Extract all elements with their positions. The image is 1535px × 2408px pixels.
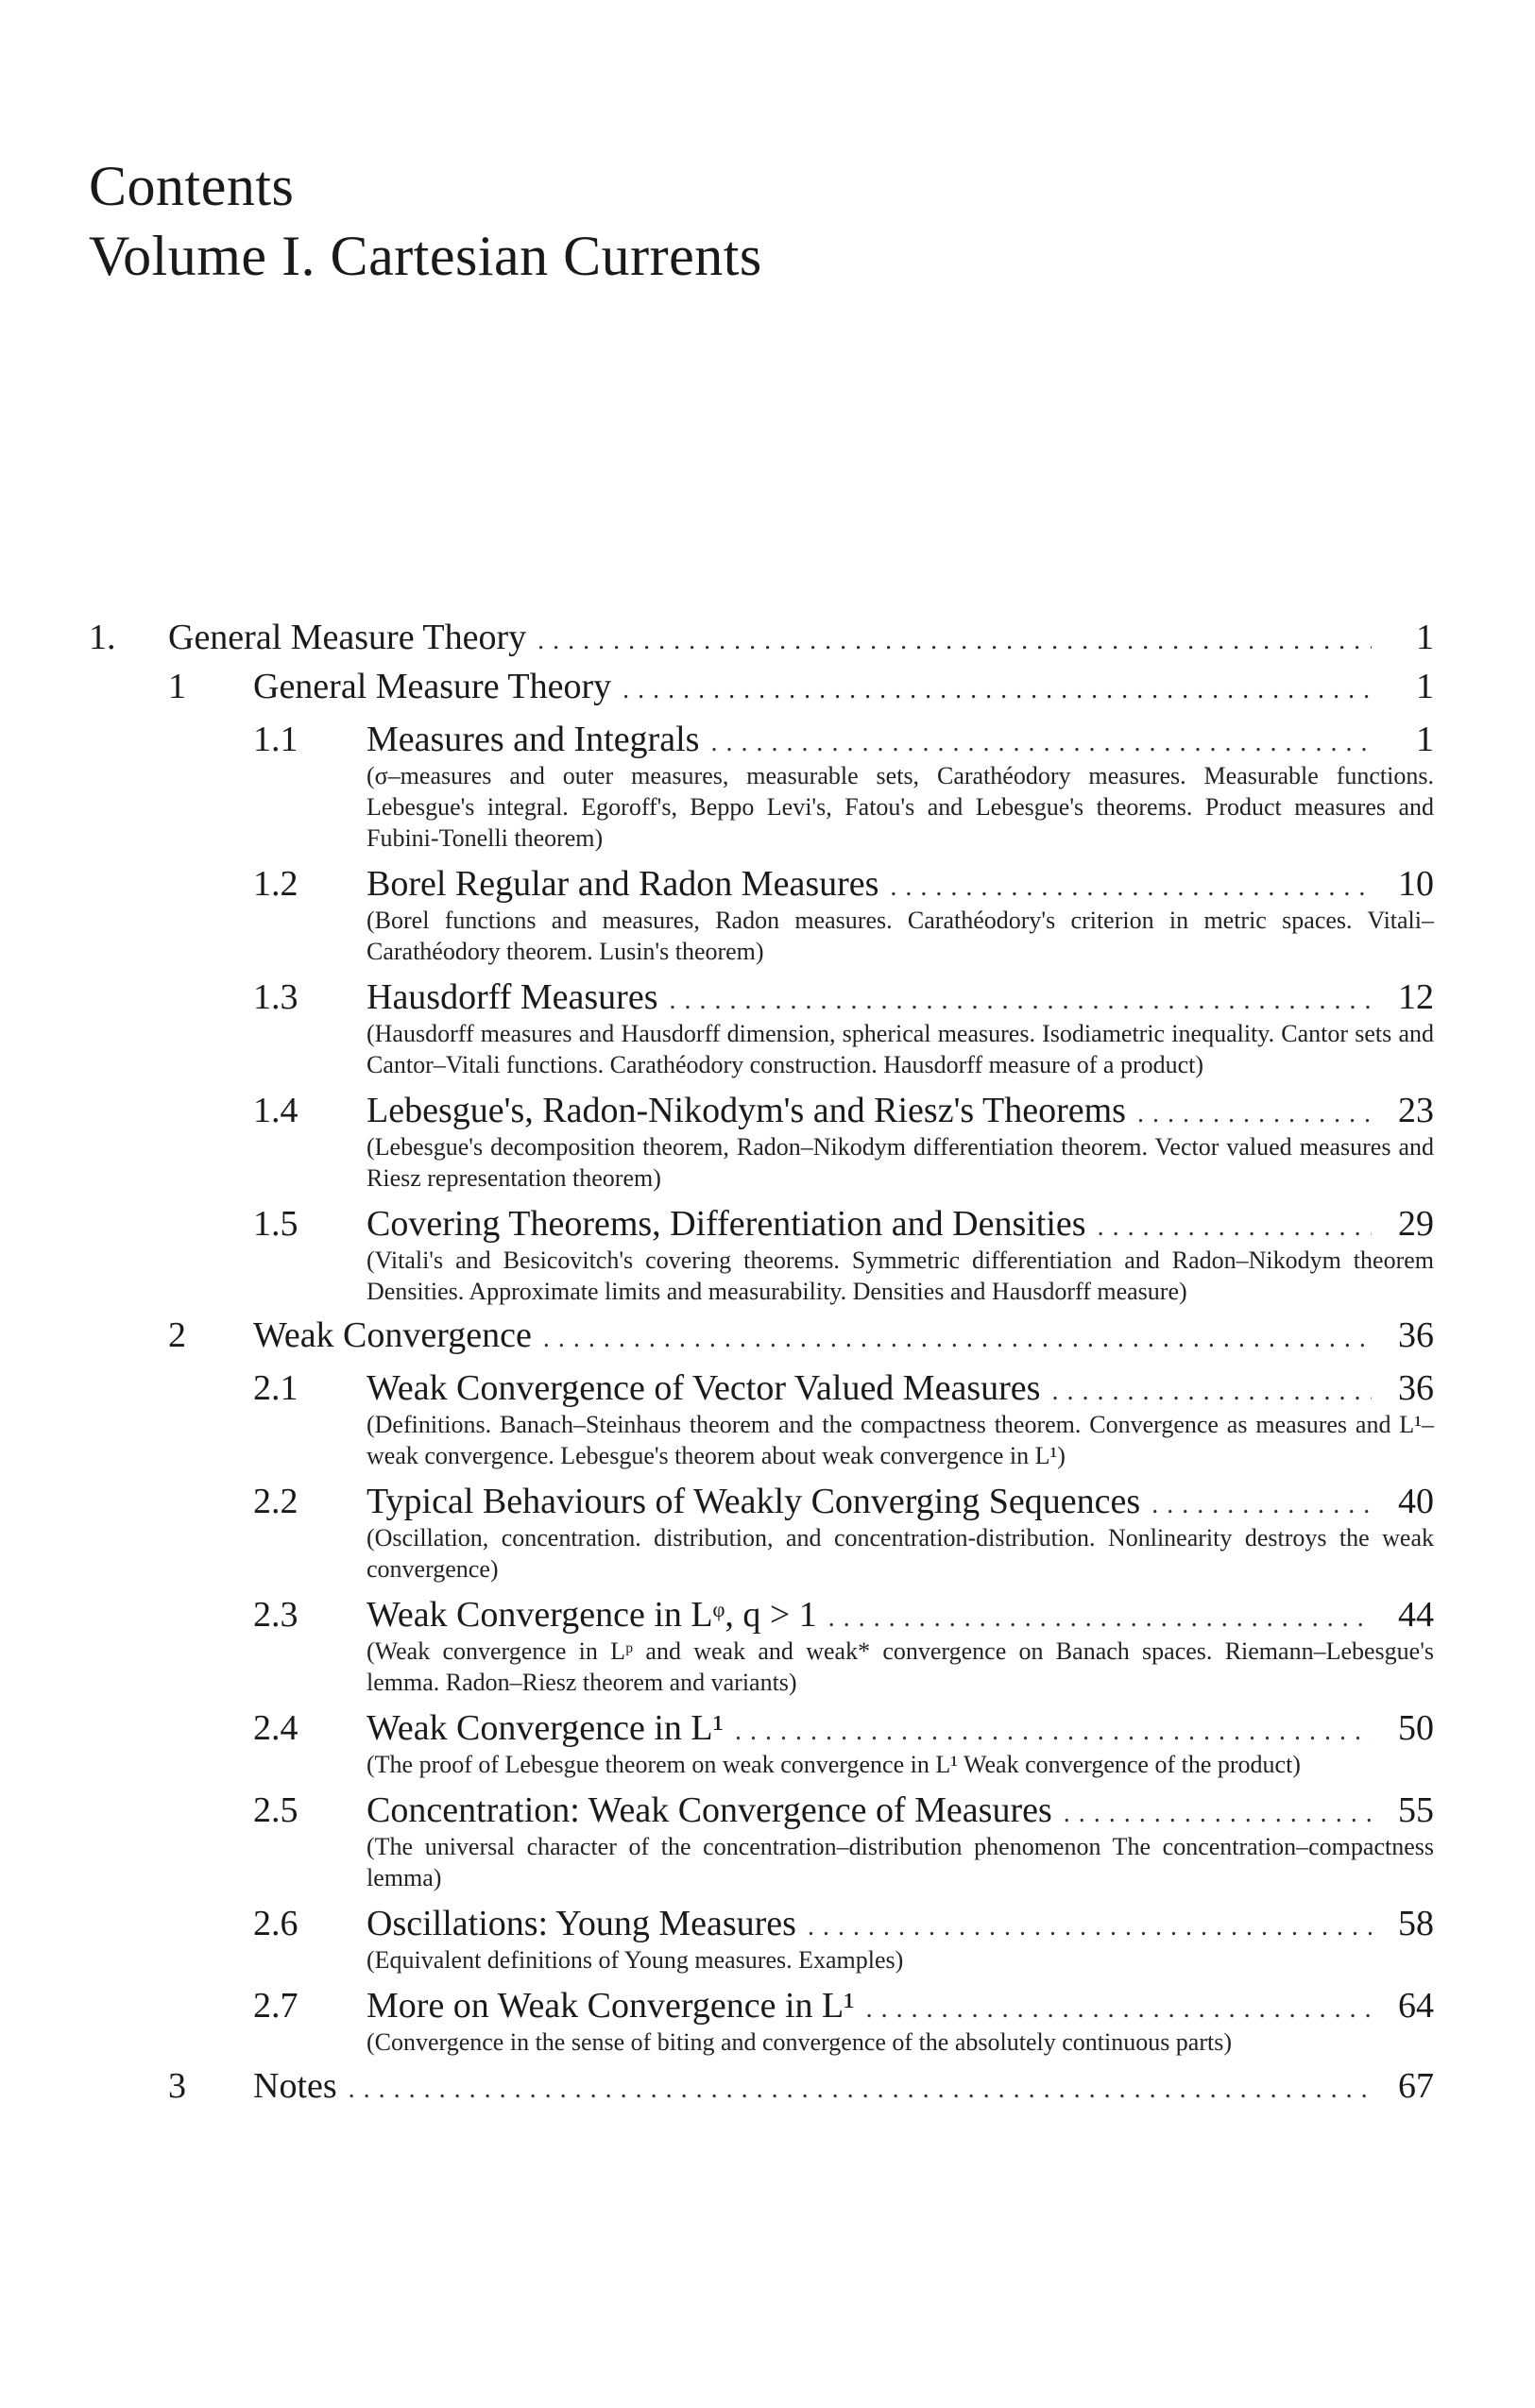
leader-dots	[808, 1912, 1372, 1942]
subsection-description: (Convergence in the sense of biting and convergence of the absolutely continuous parts)	[367, 2028, 1233, 2056]
subsection-page: 29	[1398, 1204, 1434, 1244]
toc-chapter-entry[interactable]	[89, 617, 1434, 666]
leader-dots	[1064, 1799, 1372, 1829]
subsection-number: 1.1	[253, 720, 298, 759]
subsection-description: (Definitions. Banach–Steinhaus theorem and the compactness theorem. Convergence as measures and L¹–weak convergence. Lebesgue's theorem about weak convergence in L¹)	[367, 1411, 1434, 1469]
subsection-page: 50	[1398, 1708, 1434, 1748]
subsection-number: 2.1	[253, 1368, 298, 1408]
leader-dots	[828, 1603, 1372, 1634]
subsection-description: (The universal character of the concentration–distribution phenomenon The concentration–compactness lemma)	[367, 1833, 1434, 1891]
subsection-page: 1	[1416, 720, 1434, 759]
toc-subsection-entry[interactable]	[89, 1707, 1434, 1749]
toc-subsection-entry[interactable]	[89, 1789, 1434, 1831]
leader-dots	[1137, 1099, 1372, 1129]
subsection-description: (Lebesgue's decomposition theorem, Radon–Nikodym differentiation theorem. Vector valued measures and Riesz representation theorem)	[367, 1133, 1434, 1192]
section-title: Notes	[253, 2066, 337, 2106]
leader-dots	[1098, 1212, 1372, 1243]
subsection-page: 40	[1398, 1482, 1434, 1521]
leader-dots	[623, 675, 1372, 705]
toc-section-entry[interactable]	[89, 2065, 1434, 2114]
subsection-title: Covering Theorems, Differentiation and Densities	[367, 1204, 1086, 1244]
toc-subsection-entry[interactable]	[89, 1594, 1434, 1636]
volume-heading: Volume I. Cartesian Currents	[89, 225, 762, 287]
subsection-number: 2.2	[253, 1482, 298, 1521]
subsection-page: 55	[1398, 1790, 1434, 1830]
subsection-title: Weak Convergence of Vector Valued Measures	[367, 1368, 1041, 1408]
subsection-number: 2.7	[253, 1986, 298, 2026]
section-number: 1	[168, 667, 186, 706]
leader-dots	[890, 873, 1372, 903]
leader-dots	[866, 1994, 1372, 2025]
section-number: 2	[168, 1315, 186, 1355]
subsection-title: Weak Convergence in Lᵠ, q > 1	[367, 1595, 817, 1635]
subsection-description: (Equivalent definitions of Young measures. Examples)	[367, 1946, 904, 1974]
leader-dots	[710, 728, 1372, 758]
leader-dots	[543, 1324, 1372, 1354]
subsection-number: 1.4	[253, 1091, 298, 1130]
leader-dots	[670, 986, 1373, 1016]
section-page: 1	[1416, 667, 1434, 706]
table-of-contents	[89, 617, 1434, 2114]
subsection-title: Borel Regular and Radon Measures	[367, 864, 879, 904]
leader-dots	[349, 2075, 1372, 2105]
section-page: 67	[1398, 2066, 1434, 2106]
subsection-title: More on Weak Convergence in L¹	[367, 1986, 855, 2026]
subsection-page: 10	[1398, 864, 1434, 904]
chapter-page: 1	[1416, 618, 1434, 657]
toc-subsection-entry[interactable]	[89, 719, 1434, 760]
subsection-description: (Vitali's and Besicovitch's covering theorems. Symmetric differentiation and Radon–Nikodym theorem Densities. Approximate limits and measurability. Densities and Hausdorff measure)	[367, 1246, 1434, 1305]
subsection-title: Oscillations: Young Measures	[367, 1904, 796, 1943]
subsection-title: Concentration: Weak Convergence of Measures	[367, 1790, 1052, 1830]
contents-heading: Contents	[89, 155, 295, 217]
subsection-title: Typical Behaviours of Weakly Converging Sequences	[367, 1482, 1141, 1521]
leader-dots	[735, 1717, 1372, 1747]
subsection-page: 58	[1398, 1904, 1434, 1943]
subsection-number: 2.5	[253, 1790, 298, 1830]
subsection-description: (σ–measures and outer measures, measurable sets, Carathéodory measures. Measurable functions. Lebesgue's integral. Egoroff's, Beppo Levi's, Fatou's and Lebesgue's theorems. Product measures and Fubini-Tonelli theorem)	[367, 762, 1434, 852]
subsection-description: (Hausdorff measures and Hausdorff dimension, spherical measures. Isodiametric inequality. Cantor sets and Cantor–Vitali functions. Carathéodory construction. Hausdorff measure of a product)	[367, 1020, 1434, 1078]
subsection-number: 1.5	[253, 1204, 298, 1244]
subsection-number: 2.3	[253, 1595, 298, 1635]
subsection-page: 23	[1398, 1091, 1434, 1130]
toc-subsection-entry[interactable]	[89, 1203, 1434, 1245]
subsection-page: 64	[1398, 1986, 1434, 2026]
toc-subsection-entry[interactable]	[89, 1367, 1434, 1409]
section-page: 36	[1398, 1315, 1434, 1355]
subsection-number: 2.4	[253, 1708, 298, 1748]
page-title	[89, 151, 762, 291]
toc-section-entry[interactable]	[89, 666, 1434, 715]
toc-section-entry[interactable]	[89, 1314, 1434, 1364]
subsection-title: Lebesgue's, Radon-Nikodym's and Riesz's Theorems	[367, 1091, 1126, 1130]
toc-subsection-entry[interactable]	[89, 863, 1434, 905]
leader-dots	[537, 626, 1372, 656]
section-title: Weak Convergence	[253, 1315, 532, 1355]
subsection-description: (Borel functions and measures, Radon measures. Carathéodory's criterion in metric spaces. Vitali–Carathéodory theorem. Lusin's theorem)	[367, 907, 1434, 965]
toc-subsection-entry[interactable]	[89, 976, 1434, 1018]
subsection-page: 12	[1398, 977, 1434, 1017]
chapter-number: 1.	[89, 618, 116, 657]
section-title: General Measure Theory	[253, 667, 612, 706]
toc-subsection-entry[interactable]	[89, 1985, 1434, 2026]
leader-dots	[1051, 1377, 1372, 1407]
subsection-description: (The proof of Lebesgue theorem on weak convergence in L¹ Weak convergence of the product)	[367, 1751, 1301, 1778]
subsection-title: Weak Convergence in L¹	[367, 1708, 724, 1748]
subsection-page: 44	[1398, 1595, 1434, 1635]
subsection-title: Measures and Integrals	[367, 720, 700, 759]
toc-subsection-entry[interactable]	[89, 1090, 1434, 1131]
subsection-title: Hausdorff Measures	[367, 977, 658, 1017]
subsection-description: (Oscillation, concentration. distribution, and concentration-distribution. Nonlinearity destroys the weak convergence)	[367, 1524, 1434, 1583]
toc-subsection-entry[interactable]	[89, 1903, 1434, 1944]
subsection-description: (Weak convergence in Lᵖ and weak and weak* convergence on Banach spaces. Riemann–Lebesgue's lemma. Radon–Riesz theorem and variants)	[367, 1637, 1434, 1696]
subsection-number: 2.6	[253, 1904, 298, 1943]
toc-subsection-entry[interactable]	[89, 1481, 1434, 1522]
subsection-page: 36	[1398, 1368, 1434, 1408]
subsection-number: 1.2	[253, 864, 298, 904]
leader-dots	[1151, 1490, 1372, 1520]
subsection-number: 1.3	[253, 977, 298, 1017]
section-number: 3	[168, 2066, 186, 2106]
chapter-title: General Measure Theory	[168, 618, 527, 657]
